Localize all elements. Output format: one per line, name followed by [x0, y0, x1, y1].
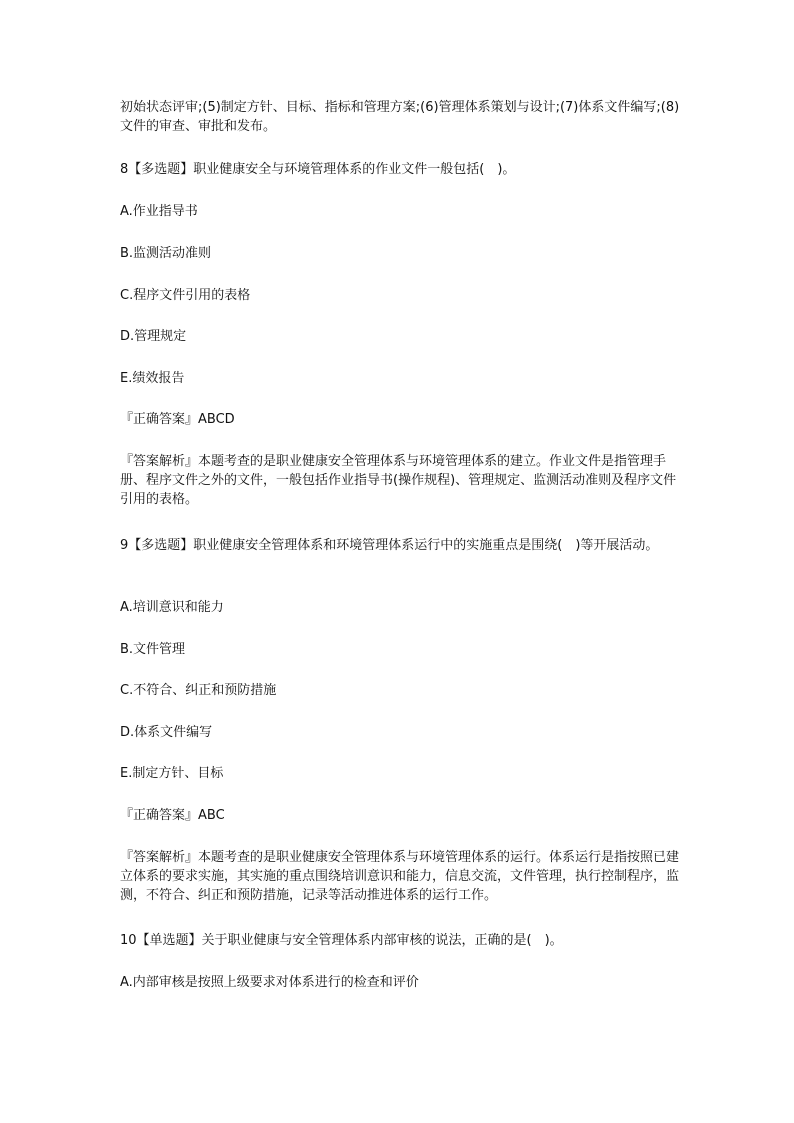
q9-option-b: B.文件管理	[120, 642, 186, 657]
q8-correct-answer: 『正确答案』ABCD	[120, 412, 235, 427]
q9-option-c: C.不符合、纠正和预防措施	[120, 683, 277, 698]
q9-option-a: A.培训意识和能力	[120, 600, 224, 615]
question-8: 8【多选题】职业健康安全与环境管理体系的作业文件一般包括( )。	[120, 162, 516, 177]
q9-option-d: D.体系文件编写	[120, 725, 213, 740]
question-10: 10【单选题】关于职业健康与安全管理体系内部审核的说法，正确的是( )。	[120, 933, 563, 948]
q9-correct-answer: 『正确答案』ABC	[120, 808, 225, 823]
q8-option-e: E.绩效报告	[120, 371, 185, 386]
q9-option-e: E.制定方针、目标	[120, 766, 224, 781]
q8-option-a: A.作业指导书	[120, 204, 198, 219]
q8-option-b: B.监测活动准则	[120, 246, 212, 261]
q10-option-a: A.内部审核是按照上级要求对体系进行的检查和评价	[120, 975, 419, 990]
q8-option-c: C.程序文件引用的表格	[120, 288, 251, 303]
q8-analysis: 『答案解析』本题考查的是职业健康安全管理体系与环境管理体系的建立。作业文件是指管理手册、程序文件之外的文件，一般包括作业指导书(操作规程)、管理规定、监测活动准则及程序文件引用的表格。	[120, 454, 677, 507]
q8-option-d: D.管理规定	[120, 329, 187, 344]
question-9: 9【多选题】职业健康安全管理体系和环境管理体系运行中的实施重点是围绕( )等开展活动。	[120, 538, 659, 553]
q9-analysis: 『答案解析』本题考查的是职业健康安全管理体系与环境管理体系的运行。体系运行是指按照已建立体系的要求实施，其实施的重点围绕培训意识和能力，信息交流，文件管理，执行控制程序，监测，不符合、纠正和预防措施，记录等活动推进体系的运行工作。	[120, 850, 680, 903]
intro-paragraph: 初始状态评审;(5)制定方针、目标、指标和管理方案;(6)管理体系策划与设计;(7)体系文件编写;(8)文件的审查、审批和发布。	[120, 100, 680, 134]
